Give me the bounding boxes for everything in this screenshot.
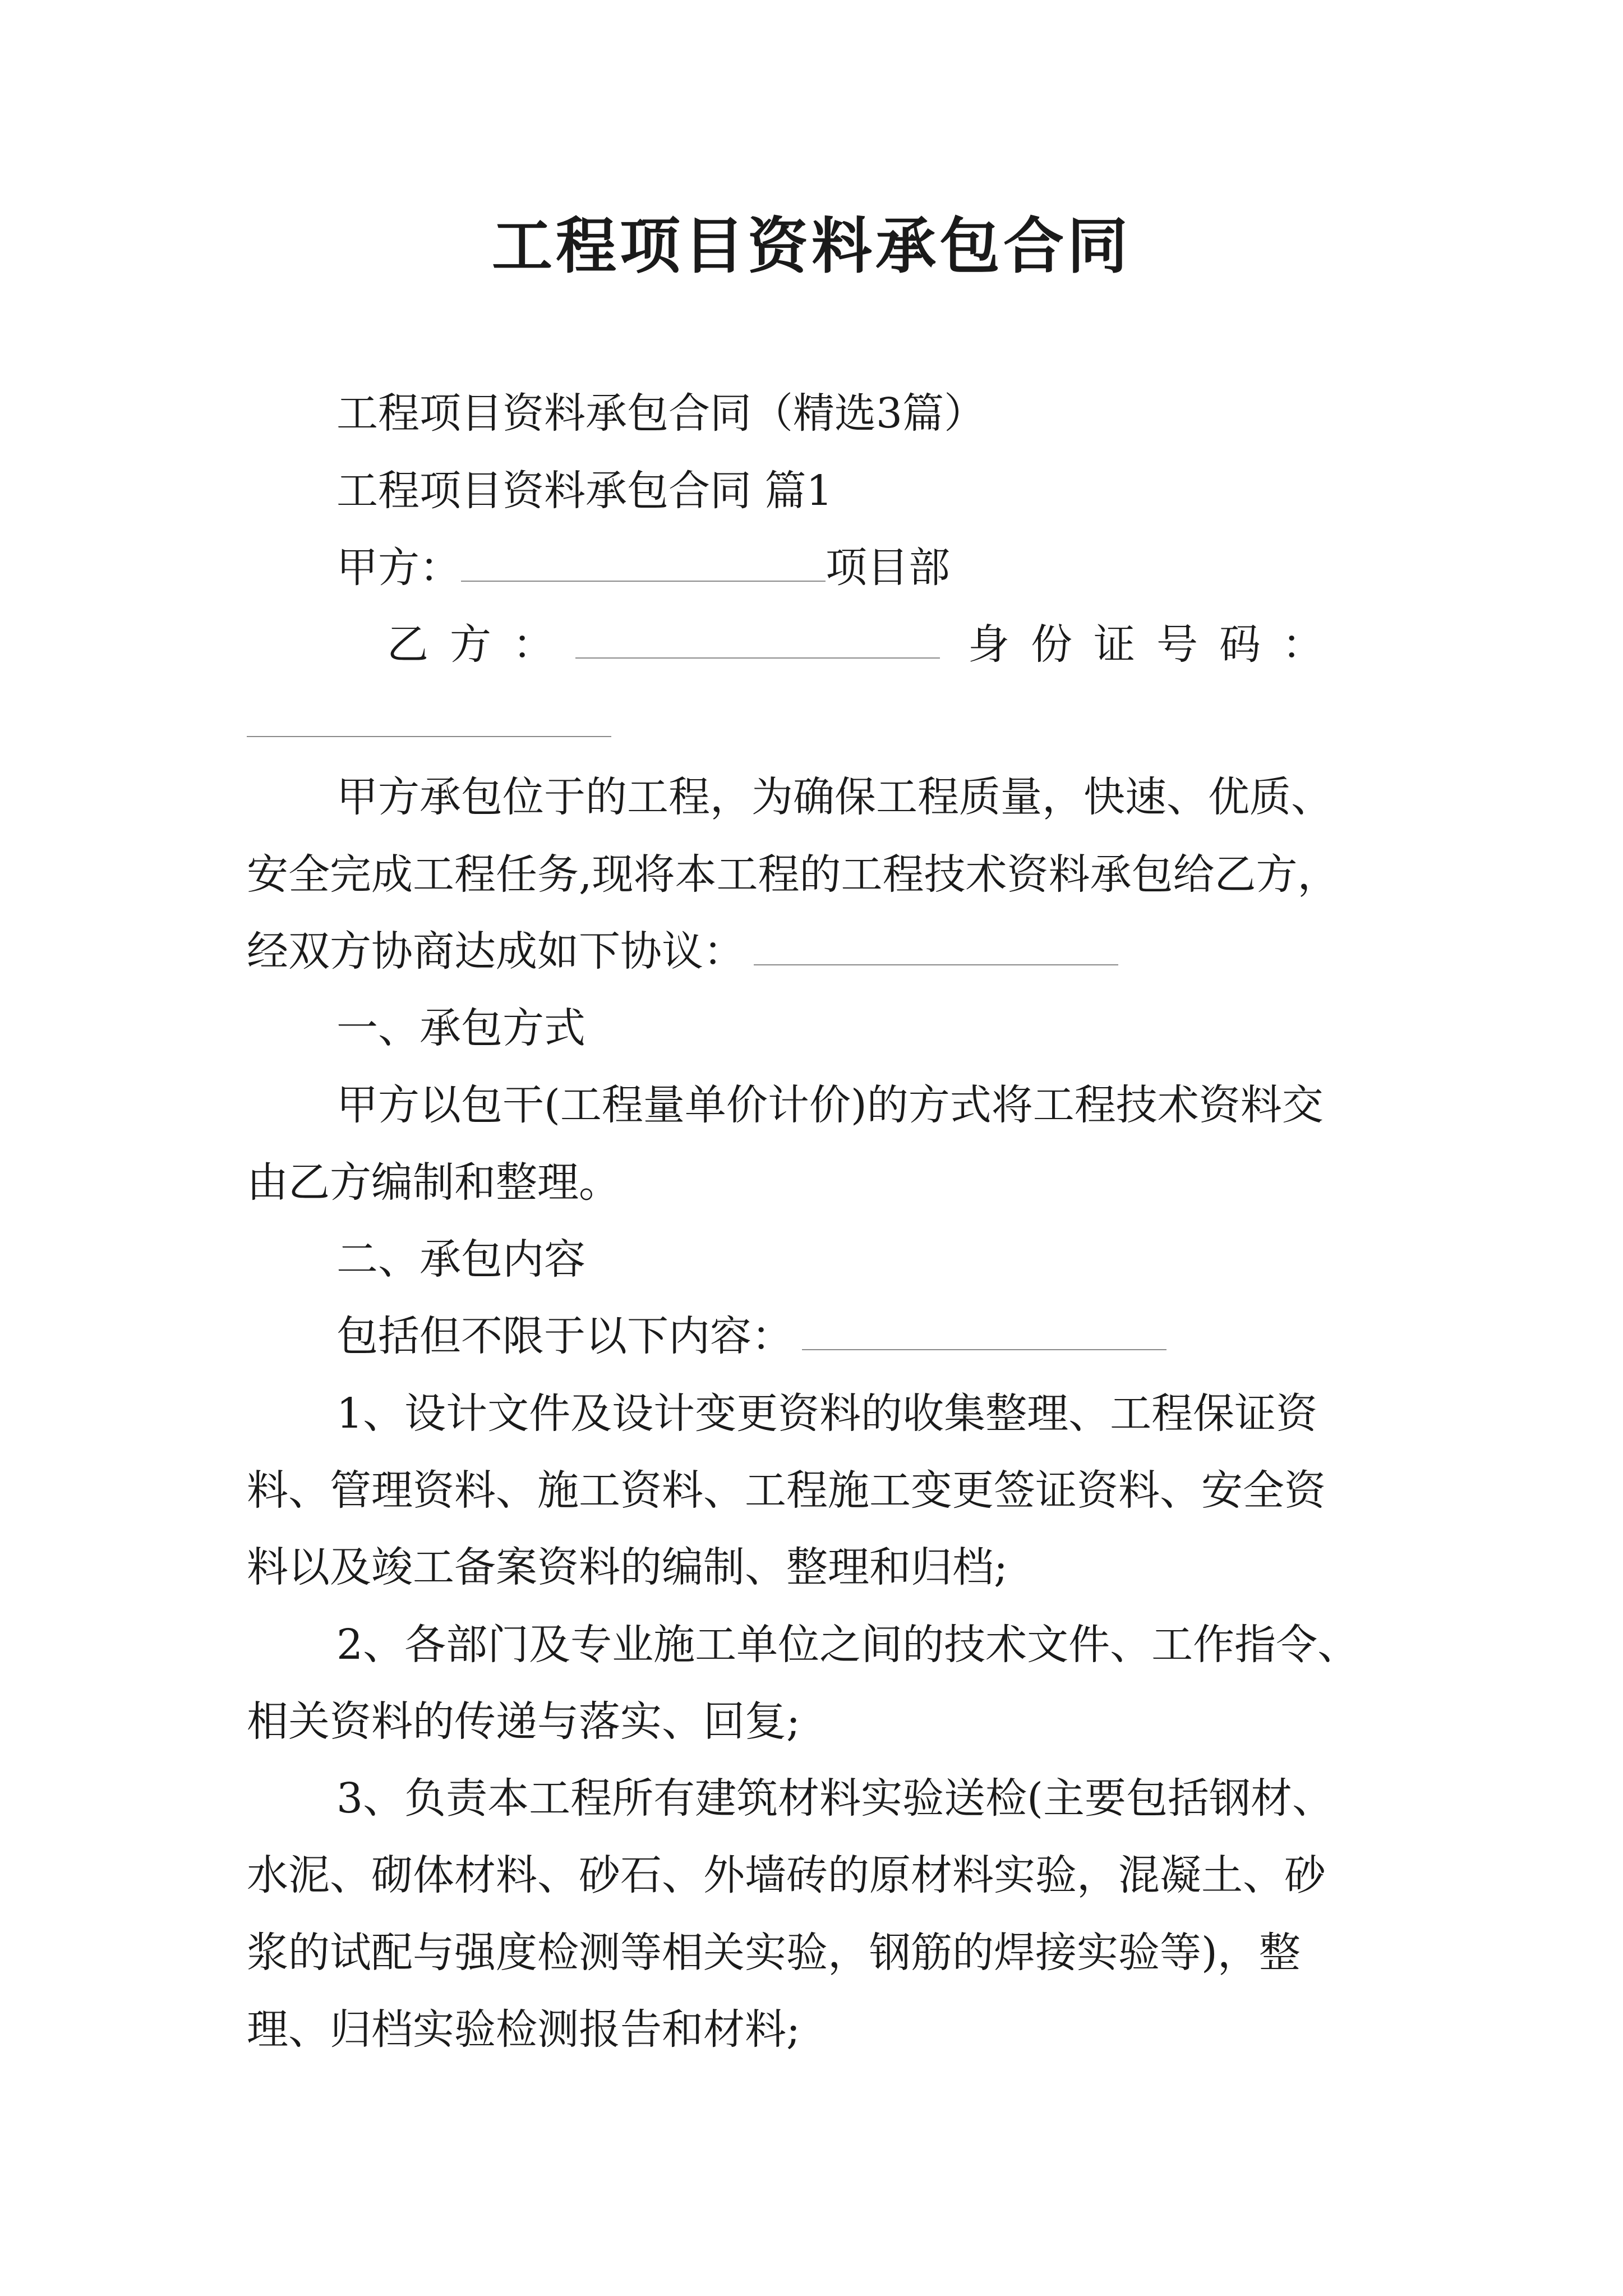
party-a-suffix: 项目部 [826,544,950,592]
id-number-blank [247,736,611,737]
content-blank [802,1343,1166,1350]
item-1-line-1: 1、设计文件及设计变更资料的收集整理、工程保证资 [336,1389,1318,1438]
item-2-line-1: 2、各部门及专业施工单位之间的技术文件、工作指令、 [336,1621,1359,1669]
item-2-line-2: 相关资料的传递与落实、回复; [247,1697,800,1746]
section-2-heading: 二、承包内容 [336,1235,585,1283]
intro-line-2: 安全完成工程任务,现将本工程的工程技术资料承包给乙方， [247,850,1339,899]
intro-line-1: 甲方承包位于的工程，为确保工程质量，快速、优质、 [336,773,1332,821]
item-1-line-3: 料以及竣工备案资料的编制、整理和归档; [247,1543,1008,1591]
item-3-line-2: 水泥、砌体材料、砂石、外墙砖的原材料实验，混凝土、砂 [247,1851,1326,1899]
intro-line-3-text: 经双方协商达成如下协议： [247,927,745,976]
party-b-label: 乙方： [387,620,575,669]
section-1-line-2: 由乙方编制和整理。 [247,1158,620,1207]
item-1-line-2: 料、管理资料、施工资料、工程施工变更签证资料、安全资 [247,1466,1326,1515]
document-title: 工程项目资料承包合同 [491,211,1131,282]
document-subtitle: 工程项目资料承包合同（精选3篇） [336,389,986,438]
section-1-line-1: 甲方以包干(工程量单价计价)的方式将工程技术资料交 [336,1081,1324,1129]
intro-line-3 [247,927,1118,976]
party-b-blank [575,652,940,659]
part-heading: 工程项目资料承包合同 篇1 [336,467,833,515]
party-a-label: 甲方： [336,544,461,592]
section-1-heading: 一、承包方式 [336,1004,585,1052]
party-a-line [336,544,950,592]
party-a-blank [461,575,826,582]
item-3-line-1: 3、负责本工程所有建筑材料实验送检(主要包括钢材、 [336,1774,1334,1823]
party-b-line [387,620,1345,669]
agreement-blank [754,959,1118,965]
item-3-line-4: 理、归档实验检测报告和材料; [247,2005,800,2054]
section-2-lead-line [336,1312,1166,1360]
item-3-line-3: 浆的试配与强度检测等相关实验，钢筋的焊接实验等)，整 [247,1929,1301,1977]
party-b-id-label: 身份证号码： [968,620,1345,669]
section-2-lead: 包括但不限于以下内容： [336,1312,793,1360]
